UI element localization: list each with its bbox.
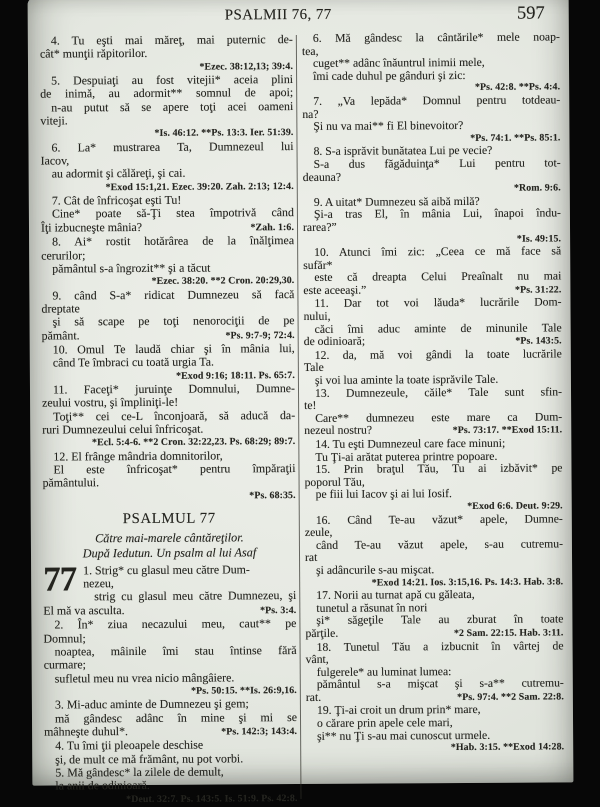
verse-line: 1. Strig* cu glasul meu către Dum- xyxy=(83,562,250,578)
verse-text: de odinioară; xyxy=(303,334,366,349)
reference-line: *Ezec. 38:12,13; 39:4. xyxy=(199,60,294,73)
column-left xyxy=(40,33,298,806)
verse-line: vânt, xyxy=(305,652,329,667)
psalm-number-dropcap: 77 xyxy=(43,559,77,599)
verse-text: este aceeaşi.” xyxy=(303,283,367,297)
verse-line: când Te îmbraci cu toată urgia Ta. xyxy=(52,354,214,370)
verse-line: Toţi** cei ce-L înconjoară, să aducă da- xyxy=(53,407,296,424)
verse-line: cuget** adânc înăuntrul inimii mele, xyxy=(312,56,485,71)
verse-line: şi voi lua aminte la toate isprăvile Tale. xyxy=(314,372,499,387)
verse-text: pământ. xyxy=(41,327,80,343)
reference-line: *Hab. 3:15. **Exod 14:28. xyxy=(450,741,565,754)
running-head xyxy=(40,3,561,30)
verse-line: pământul s-a îngrozit** şi a tăcut xyxy=(52,260,211,276)
verse-line: pe fiii lui Iacov şi ai lui Iosif. xyxy=(315,487,453,502)
verse-line: 8. Ai* rostit hotărârea de la înălţimea xyxy=(52,233,295,249)
verse-line: 16. Când Te-au văzut* apele, Dumne- xyxy=(315,511,563,527)
verse-line: Care** dumnezeu este mare ca Dum- xyxy=(315,410,563,425)
verse-line: 3. Mi-aduc aminte de Dumnezeu şi gem; xyxy=(54,696,249,712)
verse-line: rat xyxy=(304,551,318,565)
verse-line: 13. Dumnezeule, căile* Tale sunt sfin- xyxy=(314,385,563,400)
verse-line: îmi cade duhul pe gânduri şi zic: xyxy=(313,68,466,83)
verse-line: şi* săgeţile Tale au zburat în toate xyxy=(316,612,564,628)
verse-line: 7. Cât de înfricoşat eşti Tu! xyxy=(51,192,182,208)
reference-line: *Ps. 42:8. **Ps. 4:4. xyxy=(474,81,561,94)
verse-line: la anii de odinioară. xyxy=(55,778,150,793)
reference-line: *Ecl. 5:4-6. **2 Cron. 32:22,23. Ps. 68:29; 89:7. xyxy=(91,436,296,449)
verse-line: 4. Tu eşti mai măreţ, mai puternic de- xyxy=(50,32,293,48)
verse-line: 9. când S-a* ridicat Dumnezeu să facă xyxy=(52,286,295,303)
reference-line: *Exod 15:1,21. Ezec. 39:20. Zah. 2:13; 12:4. xyxy=(105,180,294,193)
verse-line: şi, de mult ce mă frământ, nu pot vorbi. xyxy=(55,750,244,767)
verse-line: dreptate xyxy=(41,301,80,316)
verse-line: şi adâncurile s-au mişcat. xyxy=(316,563,435,577)
verse-line: sufăr* xyxy=(303,258,333,272)
psalm-subtitle: Către mai-marele cântăreţilor. xyxy=(95,530,244,546)
reference-line: *Ps. 74:1. **Ps. 85:1. xyxy=(470,132,561,144)
verse-line: sufletul meu nu vrea nicio mângâiere. xyxy=(54,669,235,686)
psalm-subtitle: După Iedutun. Un psalm al lui Asaf xyxy=(82,544,257,560)
verse-text: rat. xyxy=(305,690,322,704)
verse-line: 6. La* mustrarea Ta, Dumnezeul lui xyxy=(51,138,294,155)
verse-line: tea, xyxy=(301,44,319,58)
verse-text: mâhneşte duhul*. xyxy=(44,723,129,739)
verse-line: 9. A uitat* Dumnezeu să aibă milă? xyxy=(313,194,480,209)
bible-page xyxy=(28,0,574,805)
verse-line: Tale xyxy=(303,361,324,375)
verse-line: viteji. xyxy=(40,113,68,128)
verse-line: 18. Tunetul Tău a izbucnit în vârtej de xyxy=(316,638,564,654)
reference-line: *Ps. 68:35. xyxy=(249,489,296,502)
page-content xyxy=(28,0,574,807)
verse-line: pământul s-a mişcat şi s-a** cutremu- xyxy=(316,676,564,692)
reference-inline: *Ps. 97:4. **2 Sam. 22:8. xyxy=(457,691,564,703)
verse-line: 17. Norii au turnat apă cu găleata, xyxy=(316,588,475,603)
verse-line: Şi-a tras El, în mânia Lui, înapoi îndu- xyxy=(313,206,561,222)
verse-line: Iacov, xyxy=(40,153,70,168)
verse-line: 10. Omul Te laudă chiar şi în mânia lui, xyxy=(52,340,295,357)
verse-line: cerurilor; xyxy=(41,247,86,263)
verse-line: şi să scape pe toţi nenorociţii de pe xyxy=(52,313,295,329)
verse-text: Îţi izbucneşte mânia? xyxy=(40,219,143,235)
verse-line: zeului vostru, şi împliniţi-le! xyxy=(42,395,179,410)
page-number: 597 xyxy=(516,3,545,24)
verse-line: 12. El frânge mândria domnitorilor, xyxy=(53,448,223,464)
reference-line: *Is. 46:12. **Ps. 13:3. Ier. 51:39. xyxy=(154,127,294,140)
verse-line: căci îmi aduc aminte de minunile Tale xyxy=(314,321,562,336)
reference-inline: *Ps. 142:3; 143:4. xyxy=(221,725,298,738)
verse-line: n-au putut să se apere toţi acei oameni xyxy=(51,98,294,115)
reference-line: *Deut. 32:7. Ps. 143:5. Is. 51:9. Ps. 42:8. xyxy=(126,792,298,805)
verse-line: 7. „Va lepăda* Domnul pentru totdeau- xyxy=(313,93,561,108)
verse-line: o cărare prin apele cele mari, xyxy=(316,716,453,730)
verse-line: nezeu, xyxy=(83,576,114,591)
reference-inline: *Ps. 9:7-9; 72:4. xyxy=(225,329,295,342)
text-columns xyxy=(40,31,566,806)
verse-line: şi** nu Ţi s-au mai cunoscut urmele. xyxy=(317,728,491,743)
verse-line: zeule, xyxy=(304,525,333,540)
reference-inline: *Ps. 3:4. xyxy=(260,604,297,617)
verse-line: S-a dus făgăduinţa* Lui pentru tot- xyxy=(313,156,561,171)
verse-line: 19. Ţi-ai croit un drum prin* mare, xyxy=(316,703,481,718)
psalm-heading: PSALMUL 77 xyxy=(122,510,216,528)
verse-line: 14. Tu eşti Dumnezeul care face minuni; xyxy=(315,436,506,451)
reference-line: *Exod 9:16; 18:11. Ps. 65:7. xyxy=(176,369,295,382)
verse-line: 4. Tu îmi ţii pleoapele deschise xyxy=(55,737,204,753)
reference-line: *Rom. 9:6. xyxy=(513,182,561,194)
verse-line: curmare; xyxy=(43,657,86,672)
verse-line: Tu Ţi-ai arătat puterea printre popoare. xyxy=(315,449,498,464)
reference-inline: *Ps. 143:5. xyxy=(515,335,562,347)
verse-line: Cine* poate să-Ţi stea împotrivă când xyxy=(51,205,294,221)
verse-line: Domnul; xyxy=(43,630,86,646)
verse-line: noaptea, mâinile îmi stau întinse fără xyxy=(54,642,297,659)
verse-line: 11. Faceţi* juruinţe Domnului, Dumne- xyxy=(52,380,296,397)
verse-text: nezeul nostru? xyxy=(304,423,373,438)
verse-line: pământului. xyxy=(42,475,100,490)
verse-line: cât* munţii răpitorilor. xyxy=(39,46,148,61)
verse-line: 15. Prin braţul Tău, Tu ai izbăvit* pe xyxy=(315,461,563,477)
verse-line: ruri Dumnezeului celui înfricoşat. xyxy=(42,421,204,437)
verse-line: na? xyxy=(302,107,319,121)
verse-line: deauna? xyxy=(302,170,342,184)
verse-line: fulgerele* au luminat lumea: xyxy=(316,664,452,679)
verse-line: nului, xyxy=(303,309,331,324)
verse-line: 5. Mă gândesc* la zilele de demult, xyxy=(55,764,224,780)
verse-text: El mă va asculta. xyxy=(43,602,125,618)
verse-line: strig cu glasul meu către Dumnezeu, şi xyxy=(94,588,297,604)
reference-inline: *Zah. 1:6. xyxy=(250,221,295,234)
verse-line: 5. Despuiaţi au fost vitejii* aceia plini xyxy=(51,72,294,88)
verse-line: Şi nu va mai** fi El binevoitor? xyxy=(313,119,464,134)
reference-inline: *Ps. 73:17. **Exod 15:11. xyxy=(452,424,563,437)
verse-line: 2. În* ziua necazului meu, caut** pe xyxy=(54,616,297,632)
verse-line: este că dreapta Celui Preaînalt nu mai xyxy=(314,269,562,285)
verse-line: când Te-au văzut apele, s-au cutremu- xyxy=(315,537,563,552)
verse-line: de inimă, au adormit** somnul de apoi; xyxy=(40,85,294,101)
reference-inline: *2 Sam. 22:15. Hab. 3:11. xyxy=(453,627,564,639)
reference-inline: *Ps. 31:22. xyxy=(515,284,562,296)
verse-line: rarea?” xyxy=(302,220,337,234)
verse-line: 11. Dar tot voi lăuda* lucrările Dom- xyxy=(314,295,562,311)
verse-line: te! xyxy=(304,399,317,413)
page-title: PSALMII 76, 77 xyxy=(224,6,332,24)
reference-line: *Exod 6:6. Deut. 9:29. xyxy=(467,500,563,512)
verse-line: mă gândesc adânc în mine şi mi se xyxy=(54,709,298,726)
verse-line: 8. S-a isprăvit bunătatea Lui pe vecie? xyxy=(313,144,493,159)
verse-line: 10. Atunci îmi zic: „Ceea ce mă face să xyxy=(314,244,562,260)
verse-line: au adormit şi călăreţi, şi cai. xyxy=(51,166,186,181)
verse-line: poporul Tău, xyxy=(304,475,365,489)
reference-line: *Ezec. 38:20. **2 Cron. 20:29,30. xyxy=(151,275,295,288)
reference-line: *Is. 49:15. xyxy=(516,232,562,245)
verse-line: tunetul a răsunat în nori xyxy=(316,600,428,615)
verse-text: părţile. xyxy=(305,626,339,640)
verse-line: El este înfricoşat* pentru împăraţii xyxy=(53,461,296,477)
reference-line: *Ps. 50:15. **Is. 26:9,16. xyxy=(191,684,297,697)
verse-line: 6. Mă gândesc la cântările* mele noap- xyxy=(312,30,560,45)
verse-line: 12. da, mă voi gândi la toate lucrările xyxy=(314,347,562,362)
reference-line: *Exod 14:21. Ios. 3:15,16. Ps. 14:3. Hab. 3:8. xyxy=(371,575,564,589)
column-right xyxy=(302,31,565,805)
